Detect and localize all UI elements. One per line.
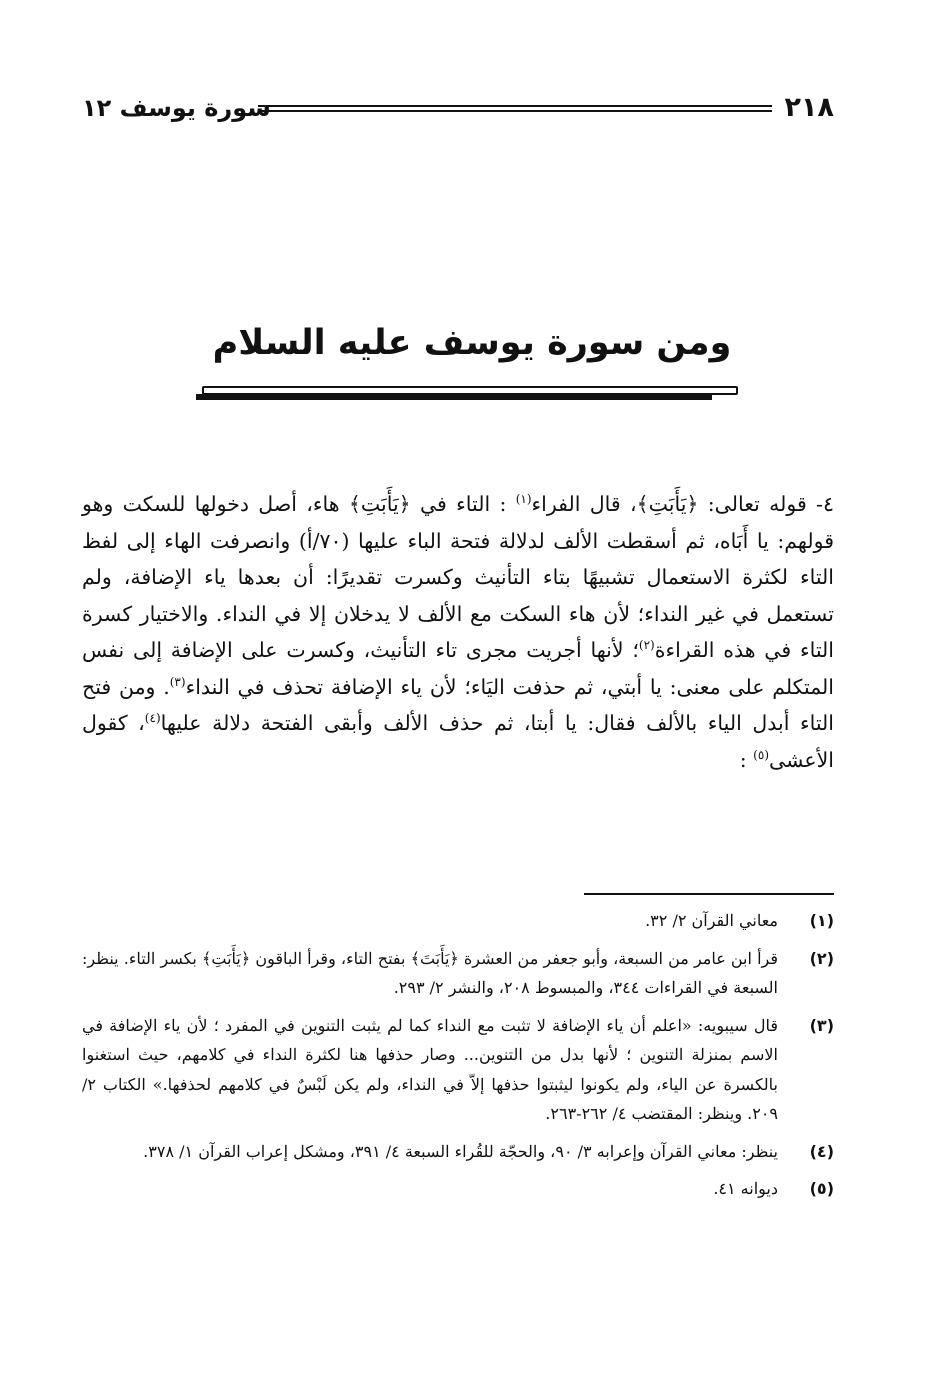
footnote-text: ديوانه ٤١. [713,1179,778,1198]
footnote [82,1137,834,1167]
footnote-number: (٤) [809,1141,834,1161]
footnote-ref[interactable]: (٣) [169,674,186,689]
footnote-number: (٥) [809,1179,834,1198]
footnotes-list [82,906,834,1212]
body-text-segment: : [739,747,754,772]
footnote [82,906,834,936]
footnote-number: (٣) [809,1015,834,1035]
body-text-segment: . ومن فتح التاء أبدل الياء بالألف فقال: يا أبتا، ثم حذف الألف وأبقى الفتحة دلالة عليها [82,674,834,735]
body-text-segment: : التاء في ﴿يَأَبَتِ﴾ هاء، أصل دخولها للسكت وهو قولهم: يا أَبَاه، ثم أسقطت الألف لدلالة فتحة الباء عليها (٧٠/أ) وانصرفت الهاء إلى لفظ التاء لكثرة الاستعمال تشبيهًا بتاء التأنيث وكسرت تقديرًا: أن بعدها ياء الإضافة، ولم تستعمل في غير النداء؛ لأن هاء السكت مع الألف لا يدخلان إلا في النداء. والاختيار كسرة التاء في هذه القراءة [82,492,834,662]
footnote-ref[interactable]: (٤) [144,711,161,726]
footnote [82,944,834,1003]
chapter-title: ومن سورة يوسف عليه السلام [212,323,732,363]
footnote-separator [584,893,834,895]
running-header [82,88,834,128]
footnote-ref[interactable]: (١) [515,492,532,507]
body-paragraph [82,486,834,778]
footnote-number: (٢) [809,948,834,968]
title-ornament [196,378,738,404]
footnote-ref[interactable]: (٢) [638,638,655,653]
footnote-text: معاني القرآن ٢/ ٣٢. [645,911,778,930]
page-number: ٢١٨ [784,92,834,123]
footnote-text: قرأ ابن عامر من السبعة، وأبو جعفر من العشرة ﴿يَأَبَتَ﴾ بفتح التاء، وقرأ الباقون ﴿يَأَبَتِ﴾ بكسر التاء. ينظر: السبعة في القراءات ٣٤٤، والمبسوط ٢٠٨، والنشر ٢/ ٢٩٣. [82,948,778,997]
running-title: سورة يوسف ١٢ [82,94,271,122]
ornament-solid-bar [196,394,712,400]
footnote-ref[interactable]: (٥) [753,747,769,762]
footnote-text: قال سيبويه: «اعلم أن ياء الإضافة لا تثبت مع النداء كما لم يثبت التنوين في المفرد ؛ لأن ياء الإضافة في الاسم بمنزلة التنوين ؛ لأنها بدل من التنوين... وصار حذفها هنا لكثرة النداء في كلامهم، حيث استغنوا بالكسرة عن الياء، ولم يكونوا ليثبتوا حذفها إلاّ في النداء، ولم يكن لَبْسٌ في كلامهم لحذفها.» الكتاب ٢/ ٢٠٩. وينظر: المقتضب ٤/ ٢٦٢-٢٦٣. [82,1015,778,1123]
body-text-segment: ٤- قوله تعالى: ﴿يَأَبَتِ﴾، قال الفراء [531,492,835,516]
footnote-number: (١) [809,911,834,930]
footnote-text: ينظر: معاني القرآن وإعرابه ٣/ ٩٠، والحجّة للقُراء السبعة ٤/ ٣٩١، ومشكل إعراب القرآن ١/ ٣٧٨. [143,1141,778,1161]
header-double-rule [258,105,772,112]
body-text-segment: ؛ لأنها أجريت مجرى تاء التأنيث، وكسرت على الإضافة إلى نفس المتكلم على معنى: يا أبتي، ثم حذفت اليَاء؛ لأن ياء الإضافة تحذف في النداء [82,638,834,699]
body-text-segment: ، كقول الأعشى [82,711,834,772]
footnote [82,1011,834,1129]
footnote [82,1174,834,1204]
